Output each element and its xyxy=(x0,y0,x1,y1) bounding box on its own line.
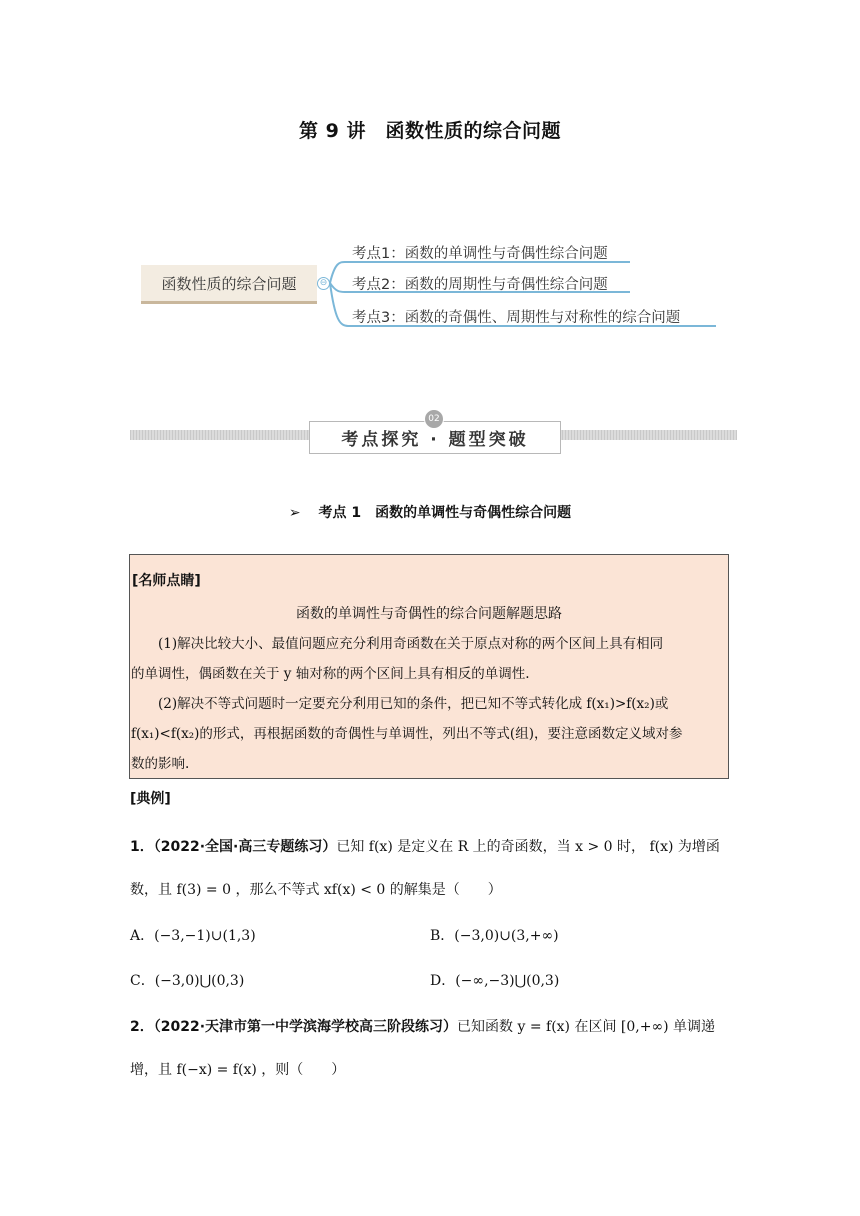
mindmap-root: 函数性质的综合问题 xyxy=(141,265,317,304)
section-heading xyxy=(0,502,860,522)
option-d[interactable]: D．(−∞,−3)⋃(0,3) xyxy=(430,973,560,989)
question-2-source: 2．（2022·天津市第一中学滨海学校高三阶段练习） xyxy=(130,1019,458,1035)
question-2-line-1 xyxy=(130,1016,715,1036)
tip-line: 数的影响. xyxy=(131,756,190,772)
question-1-line-2: 数，且 f(3) = 0 ，那么不等式 xf(x) < 0 的解集是（ ） xyxy=(130,882,502,898)
tip-line: (2)解决不等式问题时一定要充分利用已知的条件，把已知不等式转化成 f(x₁)>f(x₂)或 xyxy=(158,696,669,712)
section-banner: 考点探究 · 题型突破 xyxy=(309,421,561,454)
tip-tag: [名师点睛] xyxy=(132,573,201,589)
tip-title: 函数的单调性与奇偶性的综合问题解题思路 xyxy=(296,606,562,622)
mindmap-branch-3: 考点3：函数的奇偶性、周期性与对称性的综合问题 xyxy=(352,310,681,326)
question-1-line-1 xyxy=(130,836,720,856)
option-a[interactable]: A．(−3,−1)∪(1,3) xyxy=(130,928,256,944)
option-c[interactable]: C．(−3,0)⋃(0,3) xyxy=(130,973,245,989)
banner-badge: 02 xyxy=(424,409,444,429)
question-1-stem: 已知 f(x) 是定义在 R 上的奇函数，当 x > 0 时， f(x) 为增函 xyxy=(336,839,720,855)
tip-line: 的单调性，偶函数在关于 y 轴对称的两个区间上具有相反的单调性. xyxy=(131,666,530,682)
question-1-source: 1．（2022·全国·高三专题练习） xyxy=(130,839,337,855)
arrow-icon: ➢ xyxy=(288,505,301,521)
page-title: 第 9 讲 函数性质的综合问题 xyxy=(299,120,561,142)
mindmap-branch-2: 考点2：函数的周期性与奇偶性综合问题 xyxy=(352,277,608,293)
option-b[interactable]: B．(−3,0)∪(3,+∞) xyxy=(430,928,559,944)
section-heading-text: 考点 1 函数的单调性与奇偶性综合问题 xyxy=(318,505,572,521)
question-2-line-2: 增，且 f(−x) = f(x) ，则（ ） xyxy=(130,1062,346,1078)
question-2-stem: 已知函数 y = f(x) 在区间 [0,+∞) 单调递 xyxy=(457,1019,716,1035)
example-tag: [典例] xyxy=(130,791,171,807)
mindmap-branch-1: 考点1：函数的单调性与奇偶性综合问题 xyxy=(352,246,608,262)
tip-line: (1)解决比较大小、最值问题应充分利用奇函数在关于原点对称的两个区间上具有相同 xyxy=(158,636,664,652)
collapse-icon[interactable]: ⊖ xyxy=(317,277,330,290)
tip-line: f(x₁)<f(x₂)的形式，再根据函数的奇偶性与单调性，列出不等式(组)，要注意函数定义域对参 xyxy=(131,726,683,742)
